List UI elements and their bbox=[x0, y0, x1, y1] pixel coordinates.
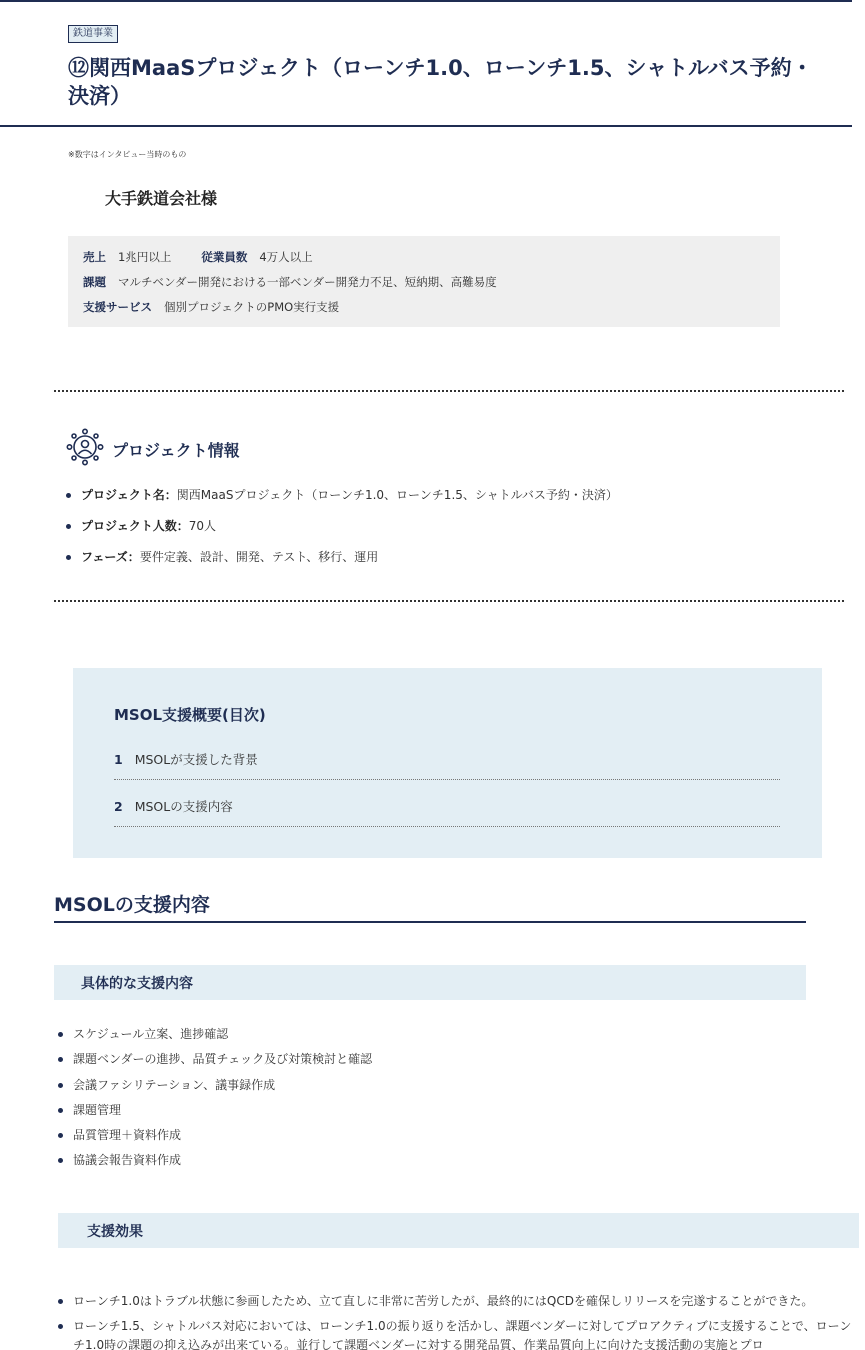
list-item: プロジェクト人数：70人 bbox=[66, 516, 618, 547]
service-label: 支援サービス bbox=[83, 300, 152, 314]
interview-note: ※数字はインタビュー当時のもの bbox=[68, 150, 187, 159]
toc-link-background[interactable]: 1 MSOLが支援した背景 bbox=[114, 750, 780, 780]
info-row-sales bbox=[83, 249, 313, 265]
project-team-icon bbox=[66, 428, 104, 466]
top-rule bbox=[0, 0, 852, 2]
issue-value: マルチベンダー開発における一部ベンダー開発力不足、短納期、高難易度 bbox=[118, 275, 497, 289]
dotted-divider bbox=[54, 600, 844, 602]
list-item: 協議会報告資料作成 bbox=[58, 1150, 372, 1175]
client-name: 大手鉄道会社様 bbox=[105, 189, 218, 208]
section-rule bbox=[54, 921, 806, 923]
list-item: 品質管理＋資料作成 bbox=[58, 1125, 372, 1150]
service-value: 個別プロジェクトのPMO実行支援 bbox=[164, 300, 340, 314]
list-item: プロジェクト名：関西MaaSプロジェクト（ローンチ1.0、ローンチ1.5、シャトルバス予約・決済） bbox=[66, 485, 618, 516]
dotted-divider bbox=[54, 390, 844, 392]
list-item: ローンチ1.5、シャトルバス対応においては、ローンチ1.0の振り返りを活かし、課題ベンダーに対してプロアクティブに支援することで、ローンチ1.0時の課題の抑え込みが出来ている。並行して課題ベンダーに対する開発品質、作業品質向上に向けた支援活動の実施とプロ bbox=[58, 1317, 863, 1350]
info-row-issue bbox=[83, 274, 497, 290]
info-row-service bbox=[83, 299, 339, 315]
table-of-contents bbox=[73, 668, 822, 858]
page-title: ⑫関西MaaSプロジェクト（ローンチ1.0、ローンチ1.5、シャトルバス予約・決済） bbox=[68, 56, 813, 108]
project-info-list bbox=[66, 485, 618, 578]
employees-label: 従業員数 bbox=[201, 250, 248, 264]
list-item: 課題ベンダーの進捗、品質チェック及び対策検討と確認 bbox=[58, 1049, 372, 1074]
list-item: 会議ファシリテーション、議事録作成 bbox=[58, 1075, 372, 1100]
client-info-box bbox=[68, 236, 780, 327]
support-content-heading-bar bbox=[54, 965, 806, 1000]
list-item: 課題管理 bbox=[58, 1100, 372, 1125]
sales-value: 1兆円以上 bbox=[118, 250, 172, 264]
issue-label: 課題 bbox=[83, 275, 106, 289]
header-divider bbox=[0, 125, 852, 127]
section-title: MSOLの支援内容 bbox=[54, 894, 210, 916]
list-item: スケジュール立案、進捗確認 bbox=[58, 1024, 372, 1049]
employees-value: 4万人以上 bbox=[259, 250, 313, 264]
project-info-heading: プロジェクト情報 bbox=[112, 441, 240, 460]
toc-title: MSOL支援概要(目次) bbox=[114, 706, 266, 724]
support-content-heading: 具体的な支援内容 bbox=[81, 976, 193, 992]
support-effect-list bbox=[58, 1292, 863, 1350]
toc-link-support-content[interactable]: 2 MSOLの支援内容 bbox=[114, 797, 780, 827]
category-tag: 鉄道事業 bbox=[68, 25, 118, 43]
support-content-list bbox=[58, 1024, 372, 1176]
support-effect-heading-bar bbox=[58, 1213, 859, 1248]
sales-label: 売上 bbox=[83, 250, 106, 264]
support-effect-heading: 支援効果 bbox=[87, 1224, 143, 1240]
list-item: ローンチ1.0はトラブル状態に参画したため、立て直しに非常に苦労したが、最終的にはQCDを確保しリリースを完遂することができた。 bbox=[58, 1292, 863, 1311]
list-item: フェーズ：要件定義、設計、開発、テスト、移行、運用 bbox=[66, 547, 618, 578]
